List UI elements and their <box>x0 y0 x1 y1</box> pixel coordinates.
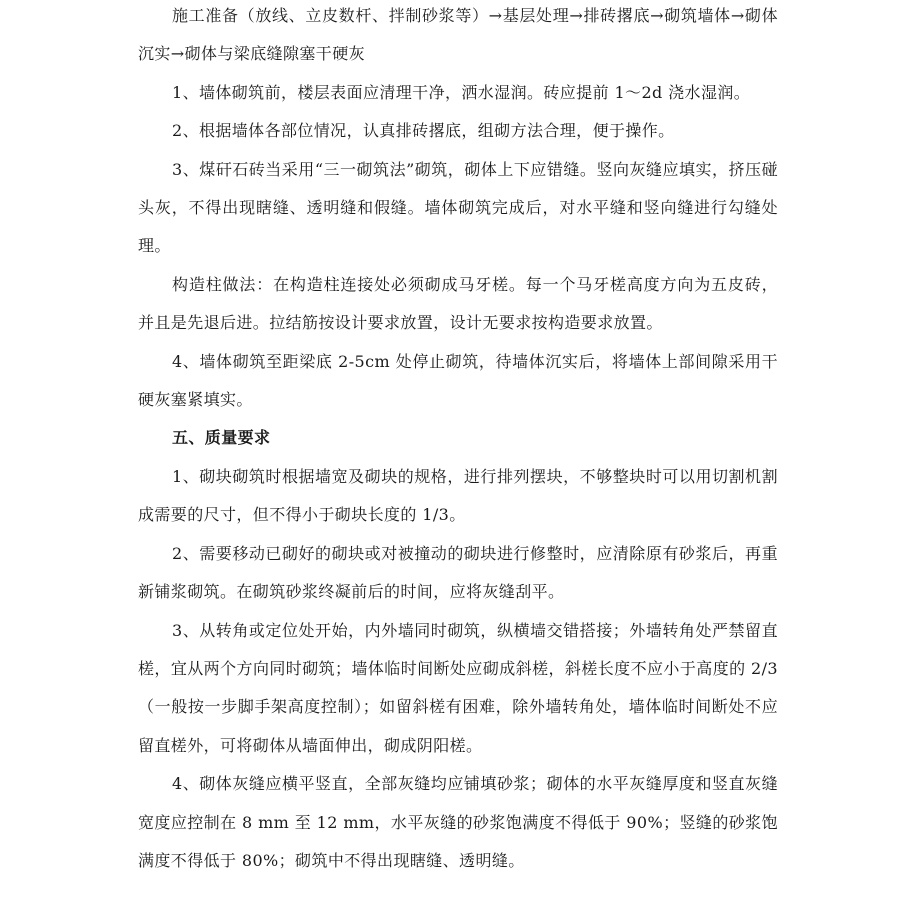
quality-item-3: 3、从转角或定位处开始，内外墙同时砌筑，纵横墙交错搭接；外墙转角处严禁留直槎，宜从两个方向同时砌筑；墙体临时间断处应砌成斜槎，斜槎长度不应小于高度的 2/3（一般按一步脚手架高度控制）；如留斜槎有困难，除外墙转角处，墙体临时间断处不应留直槎外，可将砌体从墙面伸出，砌成阴阳槎。 <box>138 620 778 755</box>
quality-item-2: 2、需要移动已砌好的砌块或对被撞动的砌块进行修整时，应清除原有砂浆后，再重新铺浆砌筑。在砌筑砂浆终凝前后的时间，应将灰缝刮平。 <box>138 543 778 602</box>
quality-item-1: 1、砌块砌筑时根据墙宽及砌块的规格，进行排列摆块，不够整块时可以用切割机割成需要的尺寸，但不得小于砌块长度的 1/3。 <box>138 466 778 525</box>
section-heading-quality: 五、质量要求 <box>172 428 271 448</box>
step-3-paragraph: 3、煤矸石砖当采用“三一砌筑法”砌筑，砌体上下应错缝。竖向灰缝应填实，挤压碰头灰，不得出现瞎缝、透明缝和假缝。墙体砌筑完成后，对水平缝和竖向缝进行勾缝处理。 <box>138 159 778 256</box>
constructional-column-paragraph: 构造柱做法：在构造柱连接处必须砌成马牙槎。每一个马牙槎高度方向为五皮砖，并且是先退后进。拉结筋按设计要求放置，设计无要求按构造要求放置。 <box>138 274 778 333</box>
document-body <box>138 0 778 880</box>
step-2-paragraph: 2、根据墙体各部位情况，认真排砖撂底，组砌方法合理，便于操作。 <box>172 121 675 141</box>
process-flow-paragraph: 施工准备（放线、立皮数杆、拌制砂浆等）→基层处理→排砖撂底→砌筑墙体→砌体沉实→砌体与梁底缝隙塞干硬灰 <box>138 6 778 64</box>
step-1-paragraph: 1、墙体砌筑前，楼层表面应清理干净，洒水湿润。砖应提前 1～2d 浇水湿润。 <box>172 82 751 102</box>
step-4-paragraph: 4、墙体砌筑至距梁底 2-5cm 处停止砌筑，待墙体沉实后，将墙体上部间隙采用干硬灰塞紧填实。 <box>138 351 778 410</box>
quality-item-4: 4、砌体灰缝应横平竖直，全部灰缝均应铺填砂浆；砌体的水平灰缝厚度和竖直灰缝宽度应控制在 8 mm 至 12 mm，水平灰缝的砂浆饱满度不得低于 90%；竖缝的砂浆饱满度不得低于 80%；砌筑中不得出现瞎缝、透明缝。 <box>138 774 778 870</box>
